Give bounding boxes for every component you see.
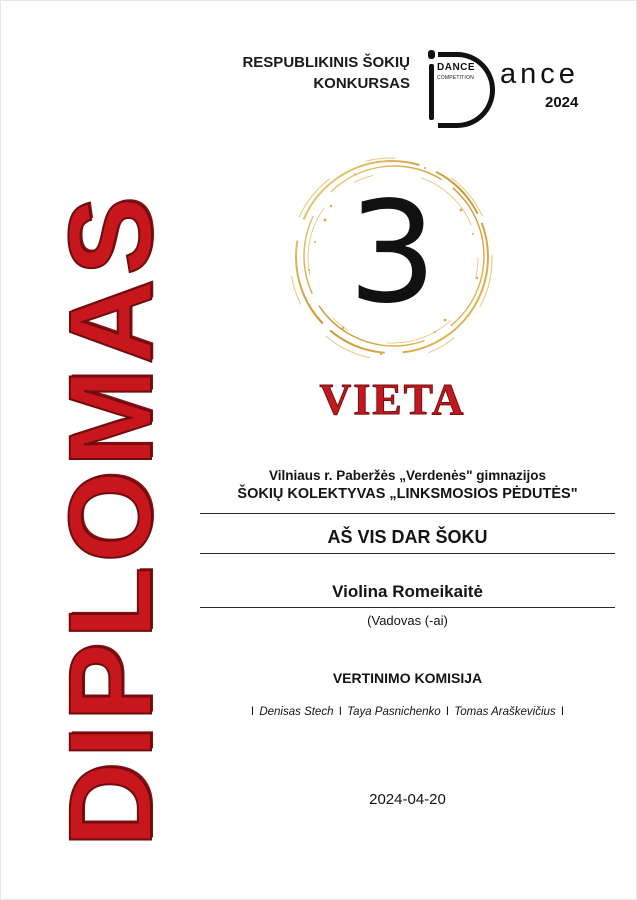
judge-separator: I [250, 706, 255, 718]
judge-separator: I [338, 706, 342, 718]
logo-tag-competition: COMPETITION [437, 75, 474, 81]
logo-year: 2024 [545, 94, 579, 111]
competition-header-line-1: RESPUBLIKINIS ŠOKIŲ [242, 54, 410, 71]
judges-list [200, 703, 615, 721]
competition-header-line-2: KONKURSAS [313, 75, 410, 92]
divider-1 [200, 513, 615, 514]
divider-2 [200, 553, 615, 554]
leader-caption: (Vadovas (-ai) [367, 613, 448, 628]
competition-header [200, 52, 410, 94]
diploma-side-title: DIPLOMAS [45, 192, 177, 848]
logo-dot-shape [428, 50, 435, 59]
award-date: 2024-04-20 [369, 791, 446, 808]
commission-title: VERTINIMO KOMISIJA [332, 670, 483, 686]
judge-name: Denisas Stech [259, 706, 334, 718]
idance-logo [420, 38, 600, 118]
school-name: Vilniaus r. Paberžės „Verdenės" gimnazijos [268, 468, 547, 483]
place-ring [285, 150, 500, 365]
logo-wordmark: ance [500, 58, 579, 90]
place-label: VIETA [319, 375, 466, 424]
judge-separator: I [560, 706, 565, 718]
logo-bar-shape [429, 64, 434, 120]
logo-tag-dance: DANCE [437, 62, 476, 73]
divider-3 [200, 607, 615, 608]
leader-name: Violina Romeikaitė [332, 582, 483, 601]
judge-name: Taya Pasnichenko [347, 706, 441, 718]
judge-name: Tomas Araškevičius [454, 706, 556, 718]
dance-piece-title: AŠ VIS DAR ŠOKU [327, 527, 488, 547]
collective-name: ŠOKIŲ KOLEKTYVAS „LINKSMOSIOS PĖDUTĖS" [237, 486, 578, 502]
judge-separator: I [445, 706, 450, 718]
place-number: 3 [347, 171, 438, 335]
